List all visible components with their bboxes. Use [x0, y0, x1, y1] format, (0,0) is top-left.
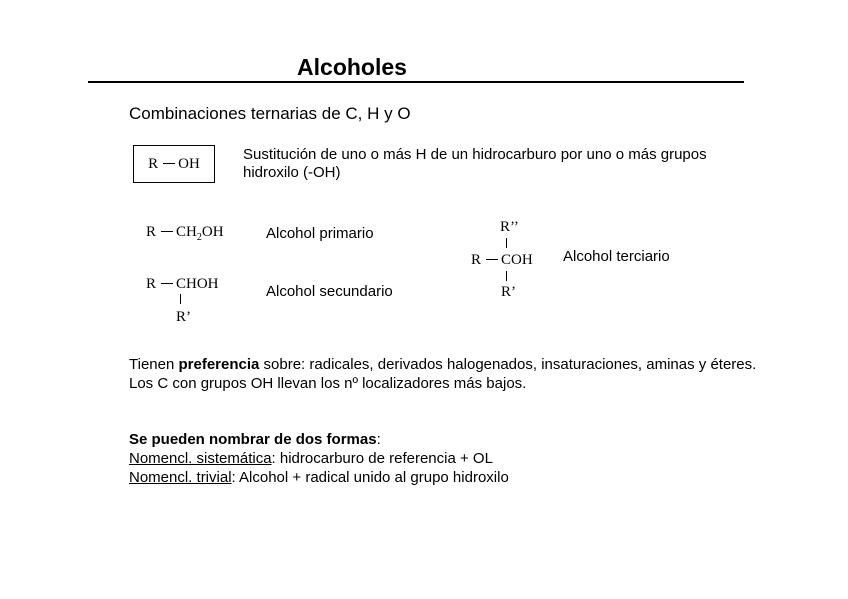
- tertiary-top-group: R’’: [500, 219, 519, 235]
- tertiary-bottom-bond: [506, 271, 507, 281]
- secondary-alcohol-formula: R CHOH: [146, 276, 219, 292]
- naming-systematic: Nomencl. sistemática: hidrocarburo de referencia + OL: [129, 450, 493, 467]
- subtitle: Combinaciones ternarias de C, H y O: [129, 104, 411, 123]
- page-title: Alcoholes: [297, 54, 407, 80]
- secondary-branch-group: R’: [176, 309, 191, 325]
- primary-alcohol-formula: R $CH_2OH$: [146, 224, 224, 243]
- naming-heading: Se pueden nombrar de dos formas:: [129, 431, 381, 448]
- definition-text: Sustitución de uno o más H de un hidrocarburo por uno o más grupos hidroxilo (-OH): [243, 146, 707, 181]
- tertiary-alcohol-formula: R COH: [471, 252, 533, 268]
- naming-section: [129, 430, 769, 487]
- naming-trivial: Nomencl. trivial: Alcohol + radical unido al grupo hidroxilo: [129, 469, 509, 486]
- title-underline: [88, 81, 744, 83]
- tertiary-top-bond: [506, 238, 507, 248]
- tertiary-alcohol-label: Alcohol terciario: [563, 248, 670, 265]
- primary-alcohol-label: Alcohol primario: [266, 225, 374, 242]
- preference-keyword: preferencia: [178, 356, 260, 373]
- tertiary-bottom-group: R’: [501, 284, 516, 300]
- secondary-branch-bond: [180, 294, 181, 304]
- general-formula-box: [133, 145, 215, 183]
- secondary-alcohol-label: Alcohol secundario: [266, 283, 393, 300]
- general-formula: R OH: [148, 155, 200, 172]
- preference-paragraph: Tienen preferencia sobre: radicales, derivados halogenados, insaturaciones, aminas y éteres. Los C con grupos OH llevan los nº localizadores más bajos.: [129, 356, 757, 392]
